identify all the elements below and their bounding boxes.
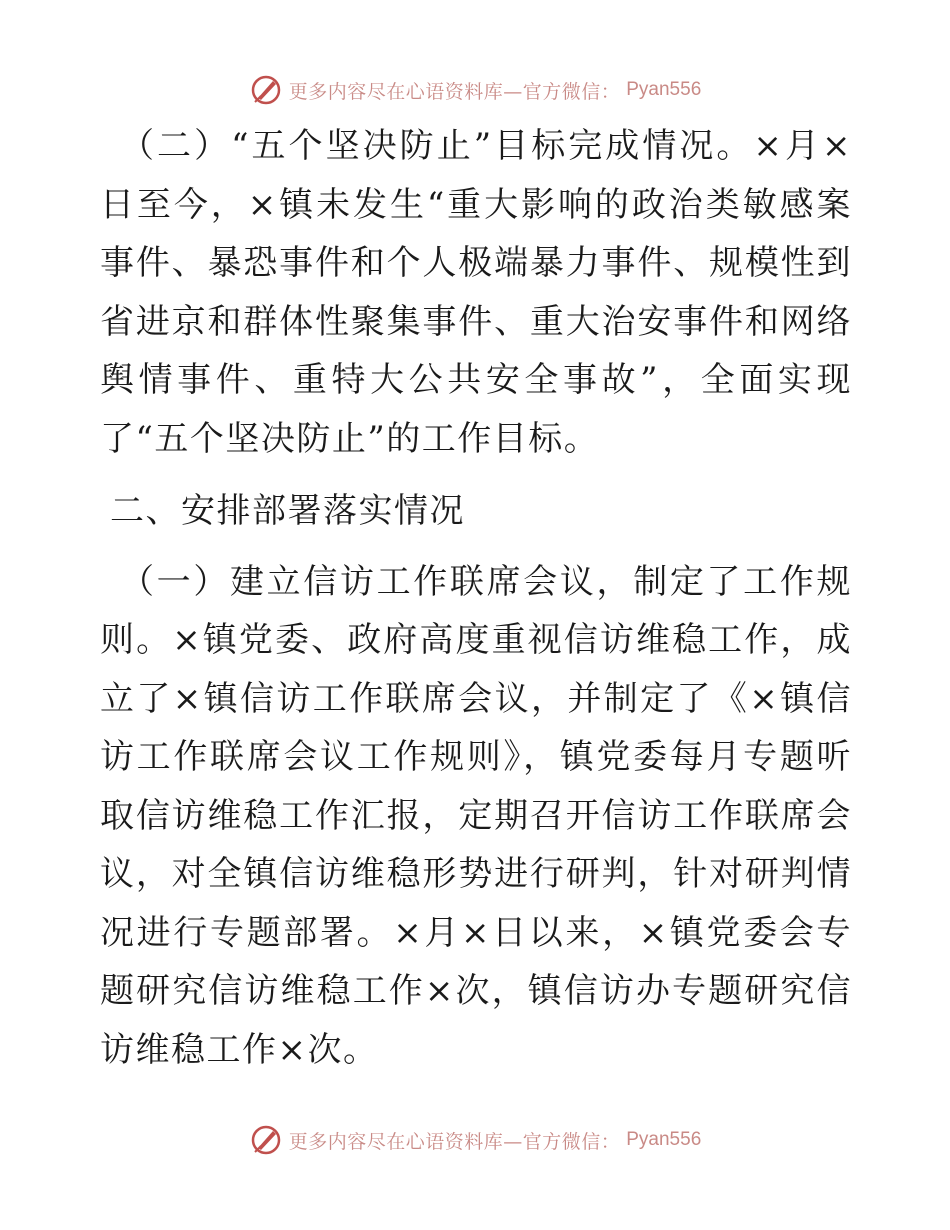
watermark-text: 更多内容尽在心语资料库—官方微信： [288,80,621,103]
watermark-footer [0,1120,950,1160]
feather-logo-icon [249,73,283,107]
paragraph-petition-meeting: （一）建立信访工作联席会议，制定了工作规则。×镇党委、政府高度重视信访维稳工作，成立了×镇信访工作联席会议，并制定了《×镇信访工作联席会议工作规则》，镇党委每月专题听取信访维稳工作汇报，定期召开信访工作联席会议，对全镇信访维稳形势进行研判，针对研判情况进行专题部署。×月×日以来，×镇党委会专题研究信访维稳工作×次，镇信访办专题研究信访维稳工作×次。 [100,561,852,1070]
paragraph-five-prevent: （二）“五个坚决防止”目标完成情况。×月×日至今，×镇未发生“重大影响的政治类敏感案事件、暴恐事件和个人极端暴力事件、规模性到省进京和群体性聚集事件、重大治安事件和网络舆情事件、重特大公共安全事故”，全面实现了“五个坚决防止”的工作目标。 [100,126,852,459]
feather-logo-icon [249,1123,283,1157]
document-body [100,117,852,1079]
watermark-account: Pyan556 [626,1129,702,1150]
section-heading: 二、安排部署落实情况 [110,491,465,531]
watermark-header [0,70,950,110]
watermark-text: 更多内容尽在心语资料库—官方微信： [288,1130,621,1153]
watermark-account: Pyan556 [626,79,702,100]
